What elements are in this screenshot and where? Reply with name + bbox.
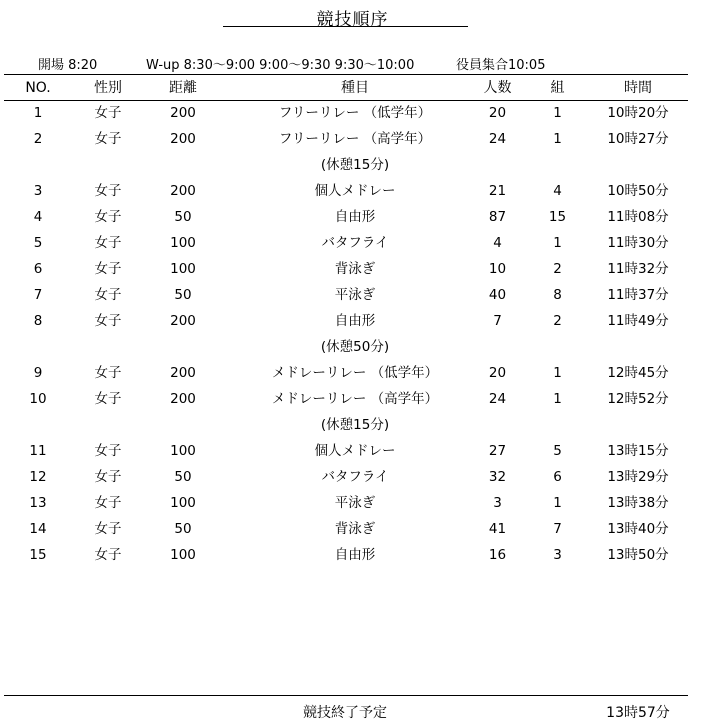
table-row: [0, 542, 705, 568]
table-row: [0, 308, 705, 334]
cell-distance: 200: [170, 313, 196, 329]
table-row: [0, 282, 705, 308]
cell-no: 13: [29, 495, 47, 511]
cell-count: 7: [493, 313, 502, 329]
cell-no: 2: [33, 131, 43, 147]
cell-distance: 200: [170, 183, 196, 199]
cell-group: 1: [553, 105, 562, 121]
cell-time: 13時50分: [607, 547, 669, 563]
schedule-opening: 開場 8:20: [38, 58, 98, 73]
cell-time: 13時15分: [607, 443, 669, 459]
table-row: [0, 126, 705, 152]
table-row: [0, 360, 705, 386]
cell-no: 9: [33, 365, 43, 381]
table-row: [0, 100, 705, 126]
cell-no: 6: [33, 261, 43, 277]
break-row: [0, 152, 705, 178]
cell-time: 10時27分: [607, 131, 669, 147]
cell-group: 2: [553, 313, 562, 329]
cell-event: フリーリレー （高学年）: [278, 131, 432, 147]
cell-group: 1: [553, 365, 562, 381]
table-row: [0, 516, 705, 542]
cell-time: 12時52分: [607, 391, 669, 407]
cell-group: 8: [553, 287, 562, 303]
cell-count: 24: [488, 131, 507, 147]
cell-count: 3: [493, 495, 502, 511]
break-label: (休憩50分): [320, 339, 390, 355]
cell-no: 4: [33, 209, 43, 225]
cell-sex: 女子: [94, 105, 122, 121]
header-no: NO.: [25, 80, 51, 96]
cell-distance: 100: [170, 495, 196, 511]
cell-event: 個人メドレー: [314, 443, 396, 459]
cell-no: 5: [33, 235, 43, 251]
cell-group: 4: [553, 183, 562, 199]
table-row: [0, 178, 705, 204]
cell-group: 5: [553, 443, 562, 459]
cell-count: 4: [493, 235, 502, 251]
cell-count: 20: [488, 365, 507, 381]
cell-group: 7: [553, 521, 562, 537]
cell-event: メドレーリレー （低学年）: [271, 365, 439, 381]
cell-group: 1: [553, 131, 562, 147]
cell-event: 自由形: [334, 547, 376, 563]
cell-sex: 女子: [94, 521, 122, 537]
cell-distance: 50: [174, 209, 192, 225]
table-header: [0, 75, 705, 101]
cell-event: フリーリレー （低学年）: [278, 105, 432, 121]
header-event: 種目: [341, 80, 369, 96]
cell-no: 8: [33, 313, 43, 329]
footer-end-label: 競技終了予定: [303, 705, 387, 721]
table-row: [0, 464, 705, 490]
cell-sex: 女子: [94, 391, 122, 407]
cell-time: 12時45分: [607, 365, 669, 381]
cell-no: 11: [29, 443, 47, 459]
cell-sex: 女子: [94, 547, 122, 563]
cell-no: 1: [33, 105, 43, 121]
cell-sex: 女子: [94, 313, 122, 329]
cell-sex: 女子: [94, 495, 122, 511]
cell-time: 13時38分: [607, 495, 669, 511]
cell-time: 13時40分: [607, 521, 669, 537]
cell-sex: 女子: [94, 469, 122, 485]
cell-event: 背泳ぎ: [334, 261, 376, 277]
cell-no: 12: [29, 469, 47, 485]
cell-time: 11時49分: [607, 313, 669, 329]
cell-distance: 100: [170, 235, 196, 251]
cell-count: 24: [488, 391, 507, 407]
cell-no: 14: [29, 521, 47, 537]
cell-group: 3: [553, 547, 562, 563]
table-row: [0, 230, 705, 256]
cell-event: 個人メドレー: [314, 183, 396, 199]
break-row: [0, 412, 705, 438]
page-title: 競技順序: [316, 10, 389, 30]
break-row: [0, 334, 705, 360]
cell-sex: 女子: [94, 209, 122, 225]
cell-count: 32: [488, 469, 507, 485]
header-count: 人数: [483, 80, 512, 96]
cell-group: 1: [553, 391, 562, 407]
cell-no: 7: [33, 287, 43, 303]
cell-group: 15: [548, 209, 567, 225]
break-label: (休憩15分): [320, 157, 390, 173]
cell-event: 自由形: [334, 313, 376, 329]
cell-event: 平泳ぎ: [334, 287, 376, 303]
schedule-officials: 役員集合10:05: [456, 58, 546, 73]
cell-count: 87: [488, 209, 507, 225]
cell-sex: 女子: [94, 365, 122, 381]
footer-end-time: 13時57分: [606, 705, 670, 721]
cell-no: 3: [33, 183, 43, 199]
cell-event: 自由形: [334, 209, 376, 225]
cell-distance: 200: [170, 391, 196, 407]
cell-count: 40: [488, 287, 507, 303]
cell-count: 16: [488, 547, 507, 563]
break-label: (休憩15分): [320, 417, 390, 433]
cell-sex: 女子: [94, 183, 122, 199]
cell-count: 20: [488, 105, 507, 121]
table-row: [0, 204, 705, 230]
header-sex: 性別: [94, 80, 122, 96]
cell-event: バタフライ: [321, 235, 389, 251]
cell-group: 6: [553, 469, 562, 485]
header-time: 時間: [624, 80, 652, 96]
footer-rule: [4, 695, 688, 696]
cell-sex: 女子: [94, 235, 122, 251]
cell-count: 27: [488, 443, 507, 459]
cell-event: バタフライ: [321, 469, 389, 485]
cell-count: 41: [488, 521, 507, 537]
cell-event: 平泳ぎ: [334, 495, 376, 511]
cell-distance: 200: [170, 365, 196, 381]
table-row: [0, 490, 705, 516]
cell-distance: 100: [170, 443, 196, 459]
cell-time: 11時08分: [607, 209, 669, 225]
cell-distance: 100: [170, 261, 196, 277]
cell-time: 10時50分: [607, 183, 669, 199]
cell-group: 2: [553, 261, 562, 277]
cell-time: 11時30分: [607, 235, 669, 251]
header-group: 組: [550, 80, 565, 96]
cell-count: 21: [488, 183, 507, 199]
cell-distance: 200: [170, 131, 196, 147]
cell-sex: 女子: [94, 131, 122, 147]
table-row: [0, 386, 705, 412]
cell-sex: 女子: [94, 443, 122, 459]
cell-event: 背泳ぎ: [334, 521, 376, 537]
cell-event: メドレーリレー （高学年）: [271, 391, 439, 407]
cell-count: 10: [488, 261, 507, 277]
table-row: [0, 438, 705, 464]
cell-time: 11時37分: [607, 287, 669, 303]
cell-group: 1: [553, 235, 562, 251]
header-distance: 距離: [169, 80, 197, 96]
cell-no: 15: [29, 547, 47, 563]
cell-distance: 200: [170, 105, 196, 121]
cell-distance: 50: [174, 469, 192, 485]
cell-sex: 女子: [94, 287, 122, 303]
cell-no: 10: [29, 391, 47, 407]
cell-sex: 女子: [94, 261, 122, 277]
cell-time: 11時32分: [607, 261, 669, 277]
cell-distance: 50: [174, 521, 192, 537]
table-row: [0, 256, 705, 282]
cell-distance: 100: [170, 547, 196, 563]
cell-distance: 50: [174, 287, 192, 303]
cell-time: 13時29分: [607, 469, 669, 485]
cell-time: 10時20分: [607, 105, 669, 121]
title-underline: [223, 26, 468, 27]
schedule-warmup: W-up 8:30～9:00 9:00～9:30 9:30～10:00: [146, 58, 415, 73]
cell-group: 1: [553, 495, 562, 511]
